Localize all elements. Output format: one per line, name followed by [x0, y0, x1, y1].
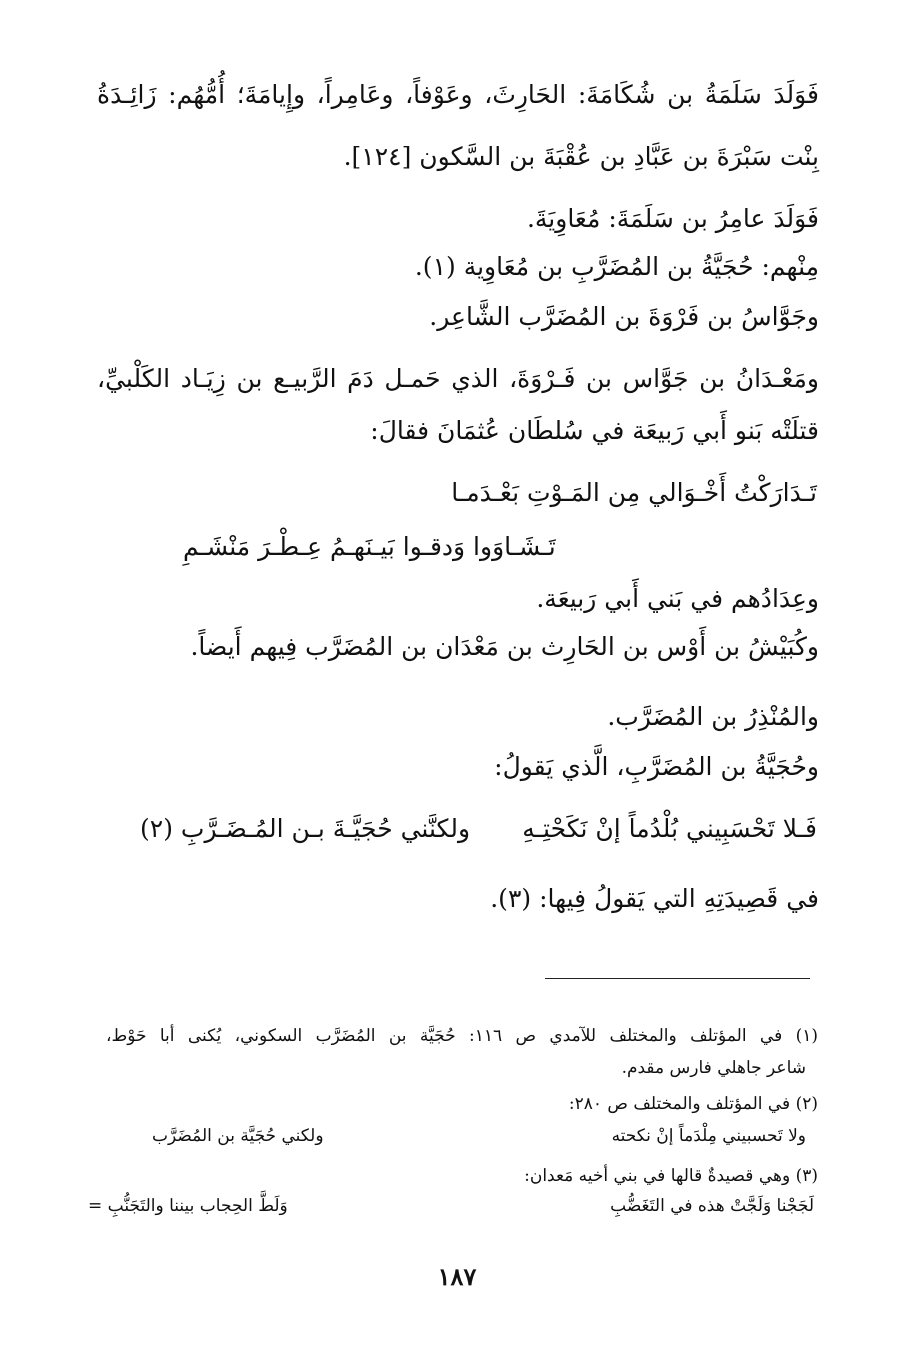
footnote-line: شاعر جاهلي فارس مقدم. — [621, 1058, 806, 1078]
footnote-separator — [545, 978, 810, 979]
verse-hemistich: ولكنَّني حُجَيَّـةَ بـن المُـضَـرَّبِ (٢) — [140, 814, 471, 843]
verse-hemistich: فَـلا تَحْسَبِيني بُلْدُماً إنْ نَكَحْتِـهِ — [522, 814, 817, 843]
body-line: والمُنْذِرُ بن المُضَرَّب. — [607, 702, 819, 731]
body-line: فَوَلَدَ سَلَمَةُ بن شُكَامَةَ: الحَارِثَ، وعَوْفاً، وعَامِراً، وإِيامَةَ؛ أُمُّهُم: زَائِـدَةُ — [97, 80, 819, 109]
footnote-line: (١) في المؤتلف والمختلف للآمدي ص ١١٦: حُجَيَّة بن المُضَرَّب السكوني، يُكنى أبا حَوْط، — [106, 1026, 818, 1046]
body-line: وعِدَادُهم في بَني أَبي رَبيعَة. — [536, 584, 819, 613]
footnote-line: (٣) وهي قصيدةٌ قالها في بني أخيه مَعدان: — [524, 1166, 818, 1186]
body-line: وجَوَّاسُ بن فَرْوَةَ بن المُضَرَّب الشَّاعِر. — [429, 302, 819, 331]
footnote-line: (٢) في المؤتلف والمختلف ص ٢٨٠: — [568, 1094, 818, 1114]
body-line: في قَصِيدَتِهِ التي يَقولُ فِيها: (٣). — [490, 884, 819, 913]
verse-hemistich: تَـشَـاوَوا وَدقـوا بَيـنَهـمُ عِـطْـرَ مَنْشَـمِ — [183, 532, 556, 561]
footnote-verse: ولكني حُجَيَّة بن المُضَرَّب — [152, 1126, 324, 1146]
footnote-verse: لَجَجْنا وَلَجَّتْ هذه في التَغَضُّبِ — [610, 1196, 814, 1216]
body-line: ومَعْـدَانُ بن جَوَّاس بن فَـرْوَةَ، الذي حَمـل دَمَ الرَّبيـع بن زِيَـاد الكَلْبيِّ، — [97, 364, 819, 393]
body-line: وكُبَيْشُ بن أَوْس بن الحَارِث بن مَعْدَان بن المُضَرَّب فِيهم أَيضاً. — [190, 632, 819, 661]
footnote-verse: وَلَطَّ الحِجاب بيننا والتَجَنُّبِ = — [88, 1196, 288, 1216]
body-line: فَوَلَدَ عامِرُ بن سَلَمَةَ: مُعَاوِيَةَ. — [526, 204, 819, 233]
body-line: بِنْت سَبْرَةَ بن عَبَّادِ بن عُقْبَةَ بن السَّكون [١٢٤]. — [343, 142, 819, 171]
page-number: ١٨٧ — [437, 1262, 477, 1291]
body-line: وحُجَيَّةُ بن المُضَرَّبِ، الَّذي يَقولُ: — [494, 752, 819, 781]
footnote-verse: ولا تَحسبيني مِلْدَماً إنْ نكحته — [611, 1126, 806, 1146]
body-line: قتلَتْه بَنو أَبي رَبيعَة في سُلطَان عُثمَانَ فقالَ: — [370, 416, 819, 445]
verse-hemistich: تَـدَارَكْتُ أَخْـوَالي مِن المَـوْتِ بَعْـدَمـا — [451, 478, 817, 507]
body-line: مِنْهم: حُجَيَّةُ بن المُضَرَّبِ بن مُعَاوِية (١). — [414, 252, 819, 281]
